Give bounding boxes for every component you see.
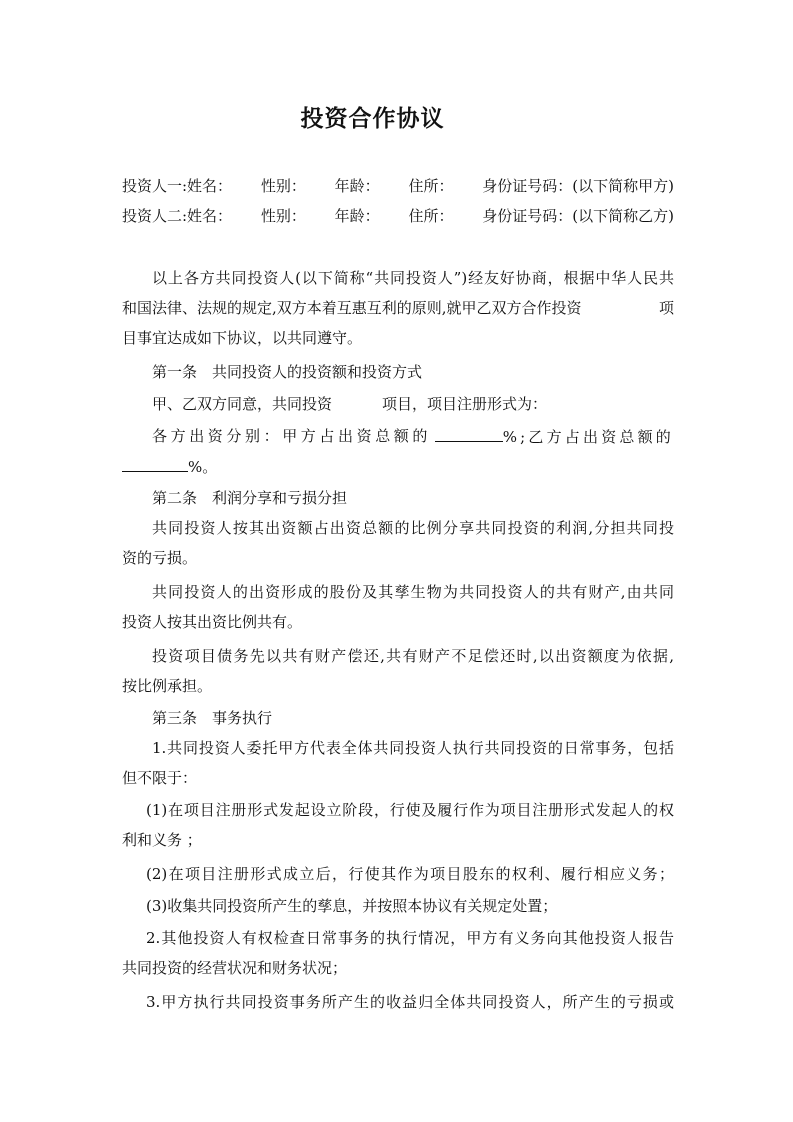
article-2-p1-line-1: 共同投资人按其出资额占出资总额的比例分享共同投资的利润,分担共同投 — [152, 519, 674, 537]
article-1-paragraph-1 — [122, 394, 674, 414]
article-1-p1-text: 甲、乙双方同意，共同投资 — [152, 395, 333, 413]
investor-1-id-label: 身份证号码：(以下简称甲方) — [482, 177, 674, 195]
intro-line-2 — [122, 298, 674, 318]
article-1-heading: 第一条 共同投资人的投资额和投资方式 — [152, 363, 423, 381]
investor-2-id-label: 身份证号码：(以下简称乙方) — [482, 207, 674, 225]
article-2-p3-line-1: 投资项目债务先以共有财产偿还,共有财产不足偿还时,以出资额度为依据, — [152, 647, 674, 665]
article-1-p2-text-2: %;乙方占出资总额的 — [502, 428, 674, 446]
document-title: 投资合作协议 — [300, 106, 445, 132]
investor-1-age-label: 年龄： — [334, 177, 380, 195]
article-2-p2-line-2: 投资人按其出资比例共有。 — [122, 613, 303, 631]
investor-1-address-label: 住所： — [408, 177, 454, 195]
article-1-paragraph-2-cont — [122, 456, 674, 476]
article-2-p1-line-2: 资的亏损。 — [122, 549, 198, 567]
article-3-item-2-line-2: 共同投资的经营状况和财务状况； — [122, 959, 348, 977]
intro-line-3: 目事宜达成如下协议，以共同遵守。 — [122, 329, 363, 347]
article-3-item-1-line-2: 但不限于： — [122, 769, 198, 787]
investor-a-share-blank[interactable] — [435, 426, 503, 442]
intro-line-1: 以上各方共同投资人(以下简称“共同投资人”)经友好协商，根据中华人民共 — [152, 269, 674, 287]
article-1-p2-text: 各方出资分别：甲方占出资总额的 — [152, 427, 432, 445]
article-2-p3-line-2: 按比例承担。 — [122, 677, 213, 695]
article-3-item-2-line-1: 2.其他投资人有权检查日常事务的执行情况，甲方有义务向其他投资人报告 — [146, 929, 674, 947]
article-3-sub-1-line-1: (1)在项目注册形式发起设立阶段，行使及履行作为项目注册形式发起人的权 — [146, 801, 674, 819]
article-2-heading: 第二条 利润分享和亏损分担 — [152, 489, 348, 507]
investor-2-line — [122, 206, 674, 226]
article-3-sub-1-line-2: 利和义务 ； — [122, 831, 202, 849]
investor-2-gender-label: 性别： — [260, 207, 306, 225]
article-3-item-3-line-1: 3.甲方执行共同投资事务所产生的收益归全体共同投资人，所产生的亏损或 — [146, 993, 674, 1011]
article-3-sub-2: (2)在项目注册形式成立后，行使其作为项目股东的权利、履行相应义务； — [146, 865, 674, 883]
investor-1-gender-label: 性别： — [260, 177, 306, 195]
article-3-heading: 第三条 事务执行 — [152, 709, 273, 727]
article-3-item-1-line-1: 1.共同投资人委托甲方代表全体共同投资人执行共同投资的日常事务，包括 — [152, 739, 674, 757]
article-1-p2-text-3: %。 — [188, 458, 218, 476]
investor-b-share-blank[interactable] — [122, 456, 188, 472]
article-1-paragraph-2 — [122, 426, 674, 446]
investor-2-name-label: 投资人二:姓名： — [122, 207, 233, 225]
investor-2-address-label: 住所： — [408, 207, 454, 225]
article-2-p2-line-1: 共同投资人的出资形成的股份及其孳生物为共同投资人的共有财产,由共同 — [152, 583, 674, 601]
article-1-p1-text-2: 项目，项目注册形式为： — [382, 395, 548, 413]
investor-1-line — [122, 176, 674, 196]
investor-2-age-label: 年龄： — [334, 207, 380, 225]
intro-line-2-tail: 项 — [658, 299, 674, 317]
article-3-sub-3: (3)收集共同投资所产生的孳息，并按照本协议有关规定处置； — [146, 897, 558, 915]
intro-line-2-text: 和国法律、法规的规定,双方本着互惠互利的原则,就甲乙双方合作投资 — [122, 299, 582, 317]
investor-1-name-label: 投资人一:姓名： — [122, 177, 233, 195]
